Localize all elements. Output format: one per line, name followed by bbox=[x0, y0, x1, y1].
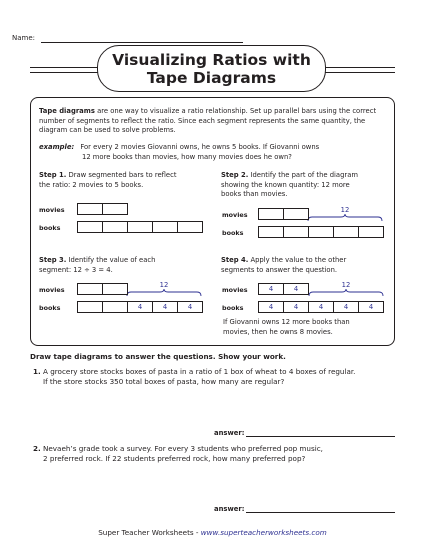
footer-url[interactable]: www.superteacherworksheets.com bbox=[200, 528, 327, 537]
step4-book-segment-value: 4 bbox=[308, 301, 334, 313]
step3-book-segment bbox=[102, 301, 128, 313]
step-4-text: Step 4. Apply the value to the other segments to answer the question. bbox=[221, 256, 347, 274]
question-1-number: 1. bbox=[33, 367, 41, 376]
step3-bracket bbox=[126, 289, 202, 297]
step-1-text: Step 1. Draw segmented bars to reflect the ratio: 2 movies to 5 books. bbox=[39, 171, 177, 189]
step4-total-label: 12 bbox=[341, 281, 351, 289]
question-2-text: Nevaeh’s grade took a survey. For every 3 students who preferred pop music, 2 preferred rock. If 22 students preferred rock, how many preferred pop? bbox=[43, 444, 323, 463]
step2-book-segment bbox=[308, 226, 334, 238]
intro-term: Tape diagrams bbox=[39, 107, 95, 115]
page-title bbox=[97, 45, 326, 92]
conclusion-text: If Giovanni owns 12 more books than movies, then he owns 8 movies. bbox=[223, 318, 350, 336]
question-1-text: A grocery store stocks boxes of pasta in a ratio of 1 box of wheat to 4 boxes of regular. If the store stocks 350 total boxes of pasta, how many are regular? bbox=[43, 367, 356, 386]
step3-book-segment bbox=[77, 301, 103, 313]
step1-book-segment bbox=[102, 221, 128, 233]
step1-book-segment bbox=[127, 221, 153, 233]
step1-movies-label: movies bbox=[39, 206, 65, 214]
step2-movie-segment bbox=[258, 208, 284, 220]
step2-movies-label: movies bbox=[222, 211, 248, 219]
step4-movie-segment-value: 4 bbox=[283, 283, 309, 295]
example-block bbox=[39, 143, 389, 162]
step1-book-segment bbox=[77, 221, 103, 233]
step3-movie-segment bbox=[102, 283, 128, 295]
step2-total-label: 12 bbox=[340, 206, 350, 214]
name-line[interactable] bbox=[41, 42, 243, 43]
question-2-answer-line[interactable] bbox=[246, 512, 395, 513]
instructions: Draw tape diagrams to answer the questions. Show your work. bbox=[30, 352, 286, 361]
footer-brand: Super Teacher Worksheets - bbox=[98, 528, 201, 537]
step3-total-label: 12 bbox=[159, 281, 169, 289]
step-2-text: Step 2. Identify the part of the diagram showing the known quantity: 12 more books than movies. bbox=[221, 171, 358, 199]
example-text-1: For every 2 movies Giovanni owns, he owns 5 books. If Giovanni owns bbox=[80, 143, 320, 151]
example-label: example: bbox=[39, 143, 75, 151]
step1-movie-segment bbox=[102, 203, 128, 215]
step4-movie-segment-value: 4 bbox=[258, 283, 284, 295]
step4-book-segment-value: 4 bbox=[333, 301, 359, 313]
title-line-2: Tape Diagrams bbox=[146, 68, 277, 87]
step4-book-segment-value: 4 bbox=[258, 301, 284, 313]
step3-book-segment-value: 4 bbox=[177, 301, 203, 313]
step3-book-segment-value: 4 bbox=[127, 301, 153, 313]
footer bbox=[0, 528, 425, 537]
title-line-1: Visualizing Ratios with bbox=[112, 50, 311, 69]
step2-book-segment bbox=[258, 226, 284, 238]
step2-movie-segment bbox=[283, 208, 309, 220]
step2-book-segment bbox=[283, 226, 309, 238]
step4-movies-label: movies bbox=[222, 286, 248, 294]
example-text-2: 12 more books than movies, how many movies does he own? bbox=[82, 152, 292, 161]
intro-paragraph bbox=[39, 107, 384, 136]
step2-book-segment bbox=[358, 226, 384, 238]
step1-book-segment bbox=[152, 221, 178, 233]
step3-book-segment-value: 4 bbox=[152, 301, 178, 313]
step-3-text: Step 3. Identify the value of each segment: 12 ÷ 3 = 4. bbox=[39, 256, 156, 274]
name-label: Name: bbox=[12, 34, 36, 42]
step1-books-label: books bbox=[39, 224, 61, 232]
step2-book-segment bbox=[333, 226, 359, 238]
step1-movie-segment bbox=[77, 203, 103, 215]
step2-books-label: books bbox=[222, 229, 244, 237]
step2-bracket bbox=[307, 214, 383, 222]
question-2-number: 2. bbox=[33, 444, 41, 453]
step4-books-label: books bbox=[222, 304, 244, 312]
step3-movie-segment bbox=[77, 283, 103, 295]
step4-bracket bbox=[308, 289, 384, 297]
question-2-answer-label: answer: bbox=[214, 505, 245, 513]
question-1-answer-line[interactable] bbox=[246, 436, 395, 437]
step3-books-label: books bbox=[39, 304, 61, 312]
step4-book-segment-value: 4 bbox=[283, 301, 309, 313]
step3-movies-label: movies bbox=[39, 286, 65, 294]
step4-book-segment-value: 4 bbox=[358, 301, 384, 313]
question-1-answer-label: answer: bbox=[214, 429, 245, 437]
step1-book-segment bbox=[177, 221, 203, 233]
intro-text: are one way to visualize a ratio relationship. Set up parallel bars using the correct number of segments to reflect the ratio. Since each segment represents the same quantity, the diagram can be used to solve problems. bbox=[39, 107, 377, 135]
